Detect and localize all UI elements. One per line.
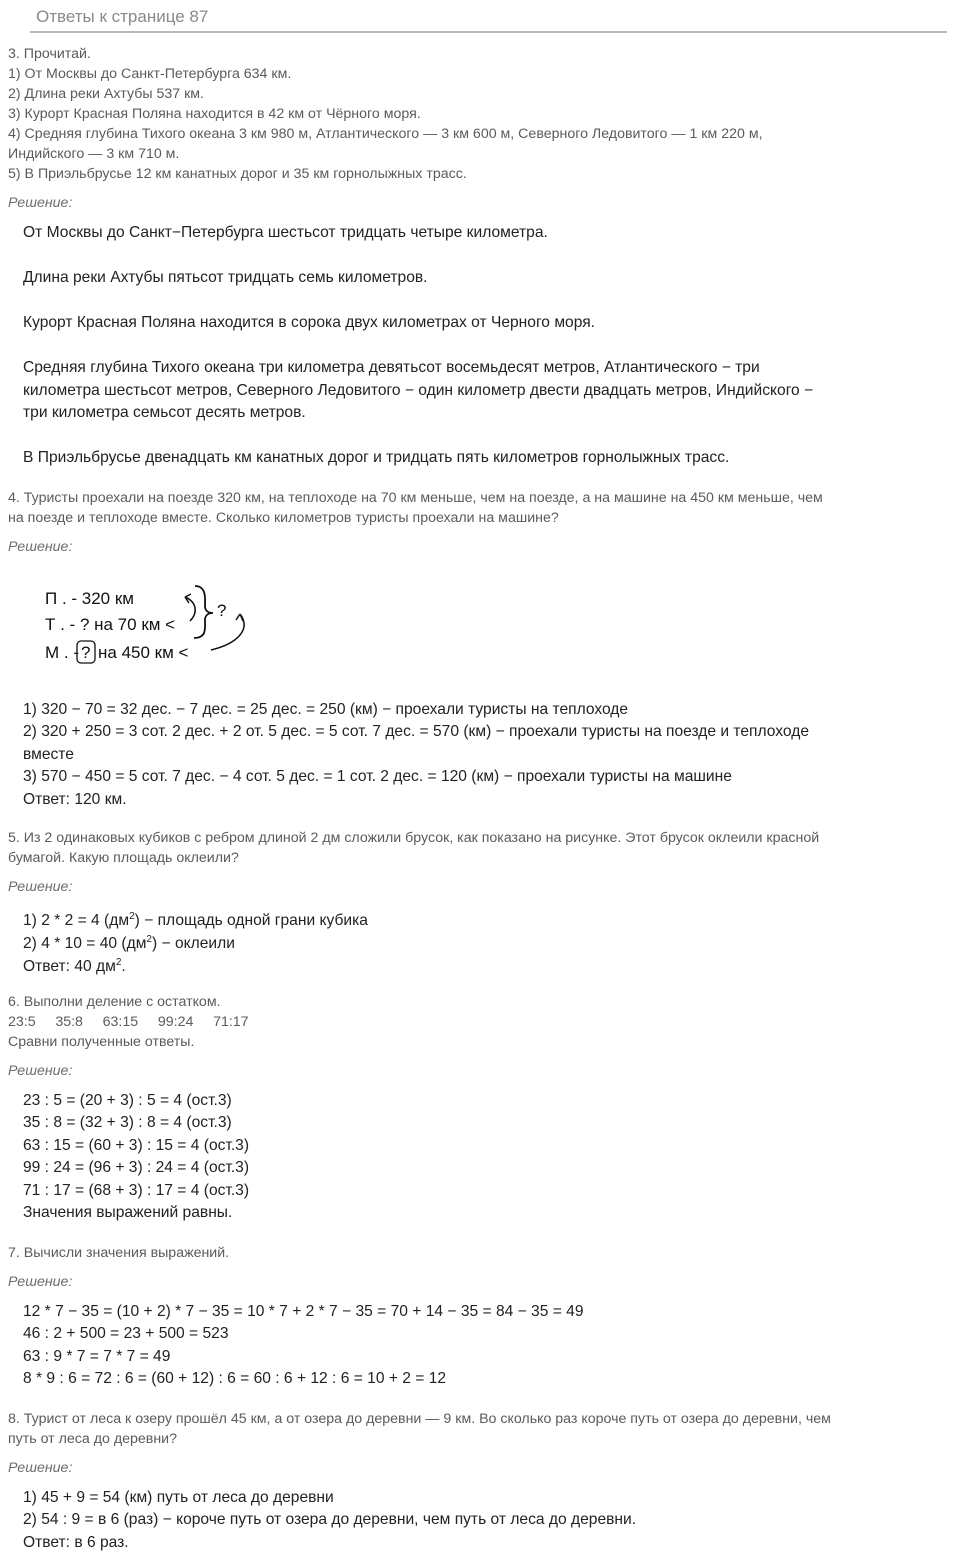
task-6-line: 6. Выполни деление с остатком. — [8, 994, 221, 1010]
task-3-line: 2) Длина реки Ахтубы 537 км. — [8, 86, 204, 102]
answer-line: 23 : 5 = (20 + 3) : 5 = 4 (ост.3) — [23, 1092, 232, 1109]
answer-line: Ответ: 120 км. — [23, 791, 127, 808]
answer-line: Значения выражений равны. — [23, 1204, 233, 1221]
answer-line: 63 : 15 = (60 + 3) : 15 = 4 (ост.3) — [23, 1137, 250, 1154]
scheme-row-car-rest: на 450 км < — [98, 643, 189, 662]
task-4-line: на поезде и теплоходе вместе. Сколько километров туристы проехали на машине? — [8, 510, 559, 526]
answer-line: 71 : 17 = (68 + 3) : 17 = 4 (ост.3) — [23, 1182, 250, 1199]
page-title: Ответы к странице 87 — [36, 7, 209, 26]
answer-line: Ответ: 40 $дм^2$. — [23, 957, 126, 976]
task-5-line: бумагой. Какую площадь оклеили? — [8, 850, 239, 866]
solution-label: Решение: — [8, 1460, 73, 1476]
scheme-row-car-question: ? — [81, 643, 91, 662]
task-6-line: 23:5 35:8 63:15 99:24 71:17 — [8, 1014, 249, 1030]
answer-line: 1) 45 + 9 = 54 (км) путь от леса до деревни — [23, 1489, 334, 1506]
answer-line: 35 : 8 = (32 + 3) : 8 = 4 (ост.3) — [23, 1114, 232, 1131]
solution-label: Решение: — [8, 1063, 73, 1079]
answer-line: 2) 4 * 10 = 40 $(дм^2)$ − оклеили — [23, 934, 235, 953]
answer-line: Длина реки Ахтубы пятьсот тридцать семь километров. — [23, 269, 428, 286]
scheme-row-ship: Т . - ? на 70 км < — [45, 615, 176, 634]
solution-label: Решение: — [8, 195, 73, 211]
scheme-brace-icon — [194, 586, 213, 638]
task-7-line: 7. Вычисли значения выражений. — [8, 1245, 230, 1261]
answer-line: От Москвы до Санкт−Петербурга шестьсот тридцать четыре километра. — [23, 224, 548, 241]
task-3-line: 4) Средняя глубина Тихого океана 3 км 980 м, Атлантического — 3 км 600 м, Северного Ледовитого — 1 км 220 м, — [8, 126, 763, 142]
task-6-line: Сравни полученные ответы. — [8, 1034, 195, 1050]
answer-line: Ответ: в 6 раз. — [23, 1534, 129, 1551]
scheme-row-car-prefix: М . - — [45, 643, 79, 662]
scheme-arrow-top-icon — [185, 594, 195, 621]
answer-line: 12 * 7 − 35 = (10 + 2) * 7 − 35 = 10 * 7 + 2 * 7 − 35 = 70 + 14 − 35 = 84 − 35 = 49 — [23, 1303, 584, 1320]
solution-label: Решение: — [8, 879, 73, 895]
answer-line: три километра семьсот десять метров. — [23, 404, 306, 421]
task-8-line: 8. Турист от леса к озеру прошёл 45 км, а от озера до деревни — 9 км. Во сколько раз короче путь от озера до деревни, чем — [8, 1411, 831, 1427]
answer-line: 3) 570 − 450 = 5 сот. 7 дес. − 4 сот. 5 дес. = 1 сот. 2 дес. = 120 (км) − проехали туристы на машине — [23, 768, 732, 785]
answer-line: 2) 320 + 250 = 3 сот. 2 дес. + 2 от. 5 дес. = 5 сот. 7 дес. = 570 (км) − проехали туристы на поезде и теплоходе — [23, 723, 809, 740]
answer-line: вместе — [23, 746, 74, 763]
answer-line: 46 : 2 + 500 = 23 + 500 = 523 — [23, 1325, 229, 1342]
task-3-line: Индийского — 3 км 710 м. — [8, 146, 180, 162]
task-3-line: 3. Прочитай. — [8, 46, 91, 62]
answer-line: 63 : 9 * 7 = 7 * 7 = 49 — [23, 1348, 171, 1365]
answer-line: километра шестьсот метров, Северного Ледовитого − один километр двести двадцать метров, Индийского − — [23, 382, 814, 399]
task-8-line: путь от леса до деревни? — [8, 1431, 177, 1447]
answer-line: 2) 54 : 9 = в 6 (раз) − короче путь от озера до деревни, чем путь от леса до деревни. — [23, 1511, 637, 1528]
answer-line: В Приэльбрусье двенадцать км канатных дорог и тридцать пять километров горнолыжных трасс. — [23, 449, 730, 466]
answer-line: Средняя глубина Тихого океана три километра девятьсот восемьдесят метров, Атлантического − три — [23, 359, 760, 376]
task-3-line: 1) От Москвы до Санкт-Петербурга 634 км. — [8, 66, 292, 82]
scheme-question-mark: ? — [217, 601, 227, 620]
scheme-question-box — [77, 641, 95, 663]
answer-line: 8 * 9 : 6 = 72 : 6 = (60 + 12) : 6 = 60 : 6 + 12 : 6 = 10 + 2 = 12 — [23, 1370, 447, 1387]
solution-label: Решение: — [8, 539, 73, 555]
task-5-line: 5. Из 2 одинаковых кубиков с ребром длиной 2 дм сложили брусок, как показано на рисунке. Этот брусок оклеили красной — [8, 830, 820, 846]
task-3-line: 3) Курорт Красная Поляна находится в 42 км от Чёрного моря. — [8, 106, 421, 122]
scheme-arrow-bottom-icon — [211, 614, 244, 650]
answer-line: 1) 320 − 70 = 32 дес. − 7 дес. = 25 дес. = 250 (км) − проехали туристы на теплоходе — [23, 701, 629, 718]
scheme-row-train: П . - 320 км — [45, 589, 134, 608]
answer-line: 1) 2 * 2 = 4 $(дм^2)$ − площадь одной грани кубика — [23, 911, 368, 930]
solution-label: Решение: — [8, 1274, 73, 1290]
task-3-line: 5) В Приэльбрусье 12 км канатных дорог и 35 км горнолыжных трасс. — [8, 166, 467, 182]
task-4-line: 4. Туристы проехали на поезде 320 км, на теплоходе на 70 км меньше, чем на поезде, а на машине на 450 км меньше, чем — [8, 490, 823, 506]
answer-line: Курорт Красная Поляна находится в сорока двух километрах от Черного моря. — [23, 314, 595, 331]
title-divider — [30, 31, 947, 33]
answer-line: 99 : 24 = (96 + 3) : 24 = 4 (ост.3) — [23, 1159, 250, 1176]
